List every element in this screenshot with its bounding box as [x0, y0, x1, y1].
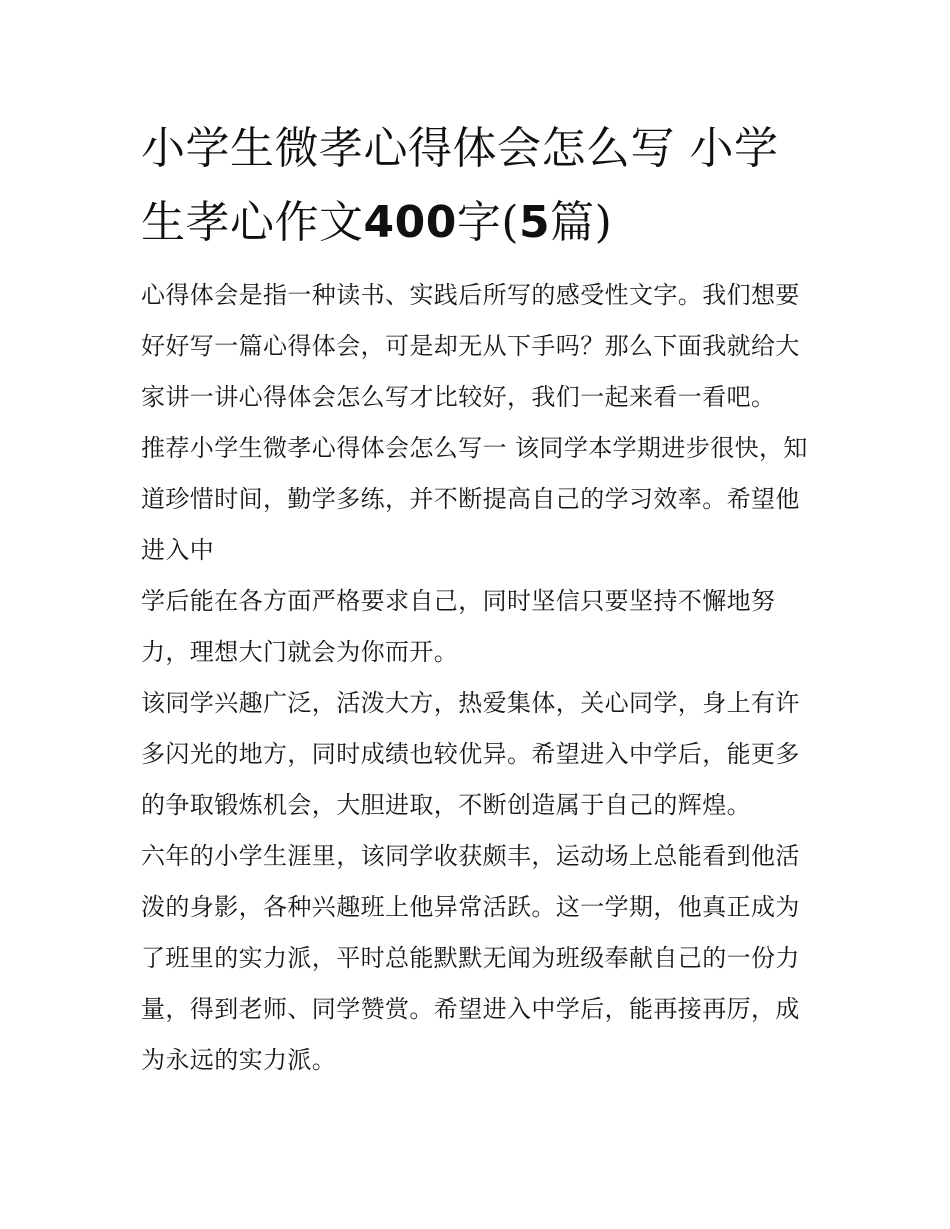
- paragraph-recommend: 推荐小学生微孝心得体会怎么写一 该同学本学期进步很快，知道珍惜时间，勤学多练，并不断提高自己的学习效率。希望他进入中: [141, 434, 808, 564]
- paragraph-intro: 心得体会是指一种读书、实践后所写的感受性文字。我们想要好好写一篇心得体会，可是却无从下手吗？那么下面我就给大家讲一讲心得体会怎么写才比较好，我们一起来看一看吧。: [141, 281, 800, 411]
- title-number-5: 5: [519, 197, 551, 248]
- title-number-400: 400: [363, 197, 457, 248]
- title-text-pian: 篇): [550, 197, 613, 248]
- document-title: [141, 112, 813, 260]
- paragraph-interests: 该同学兴趣广泛，活泼大方，热爱集体，关心同学，身上有许多闪光的地方，同时成绩也较优异。希望进入中学后，能更多的争取锻炼机会，大胆进取，不断创造属于自己的辉煌。: [141, 689, 800, 819]
- title-text-zi: 字(: [456, 197, 520, 248]
- title-text: 小学生微孝心得体会怎么写 小学生孝心作文: [141, 123, 779, 248]
- document-body: [141, 112, 813, 1086]
- paragraph-continue: 学后能在各方面严格要求自己，同时坚信只要坚持不懈地努力，理想大门就会为你而开。: [141, 587, 776, 666]
- paragraph-six-years: 六年的小学生涯里，该同学收获颇丰，运动场上总能看到他活泼的身影，各种兴趣班上他异常活跃。这一学期，他真正成为了班里的实力派，平时总能默默无闻为班级奉献自己的一份力量，得到老师、同学赞赏。希望进入中学后，能再接再厉，成为永远的实力派。: [141, 842, 800, 1074]
